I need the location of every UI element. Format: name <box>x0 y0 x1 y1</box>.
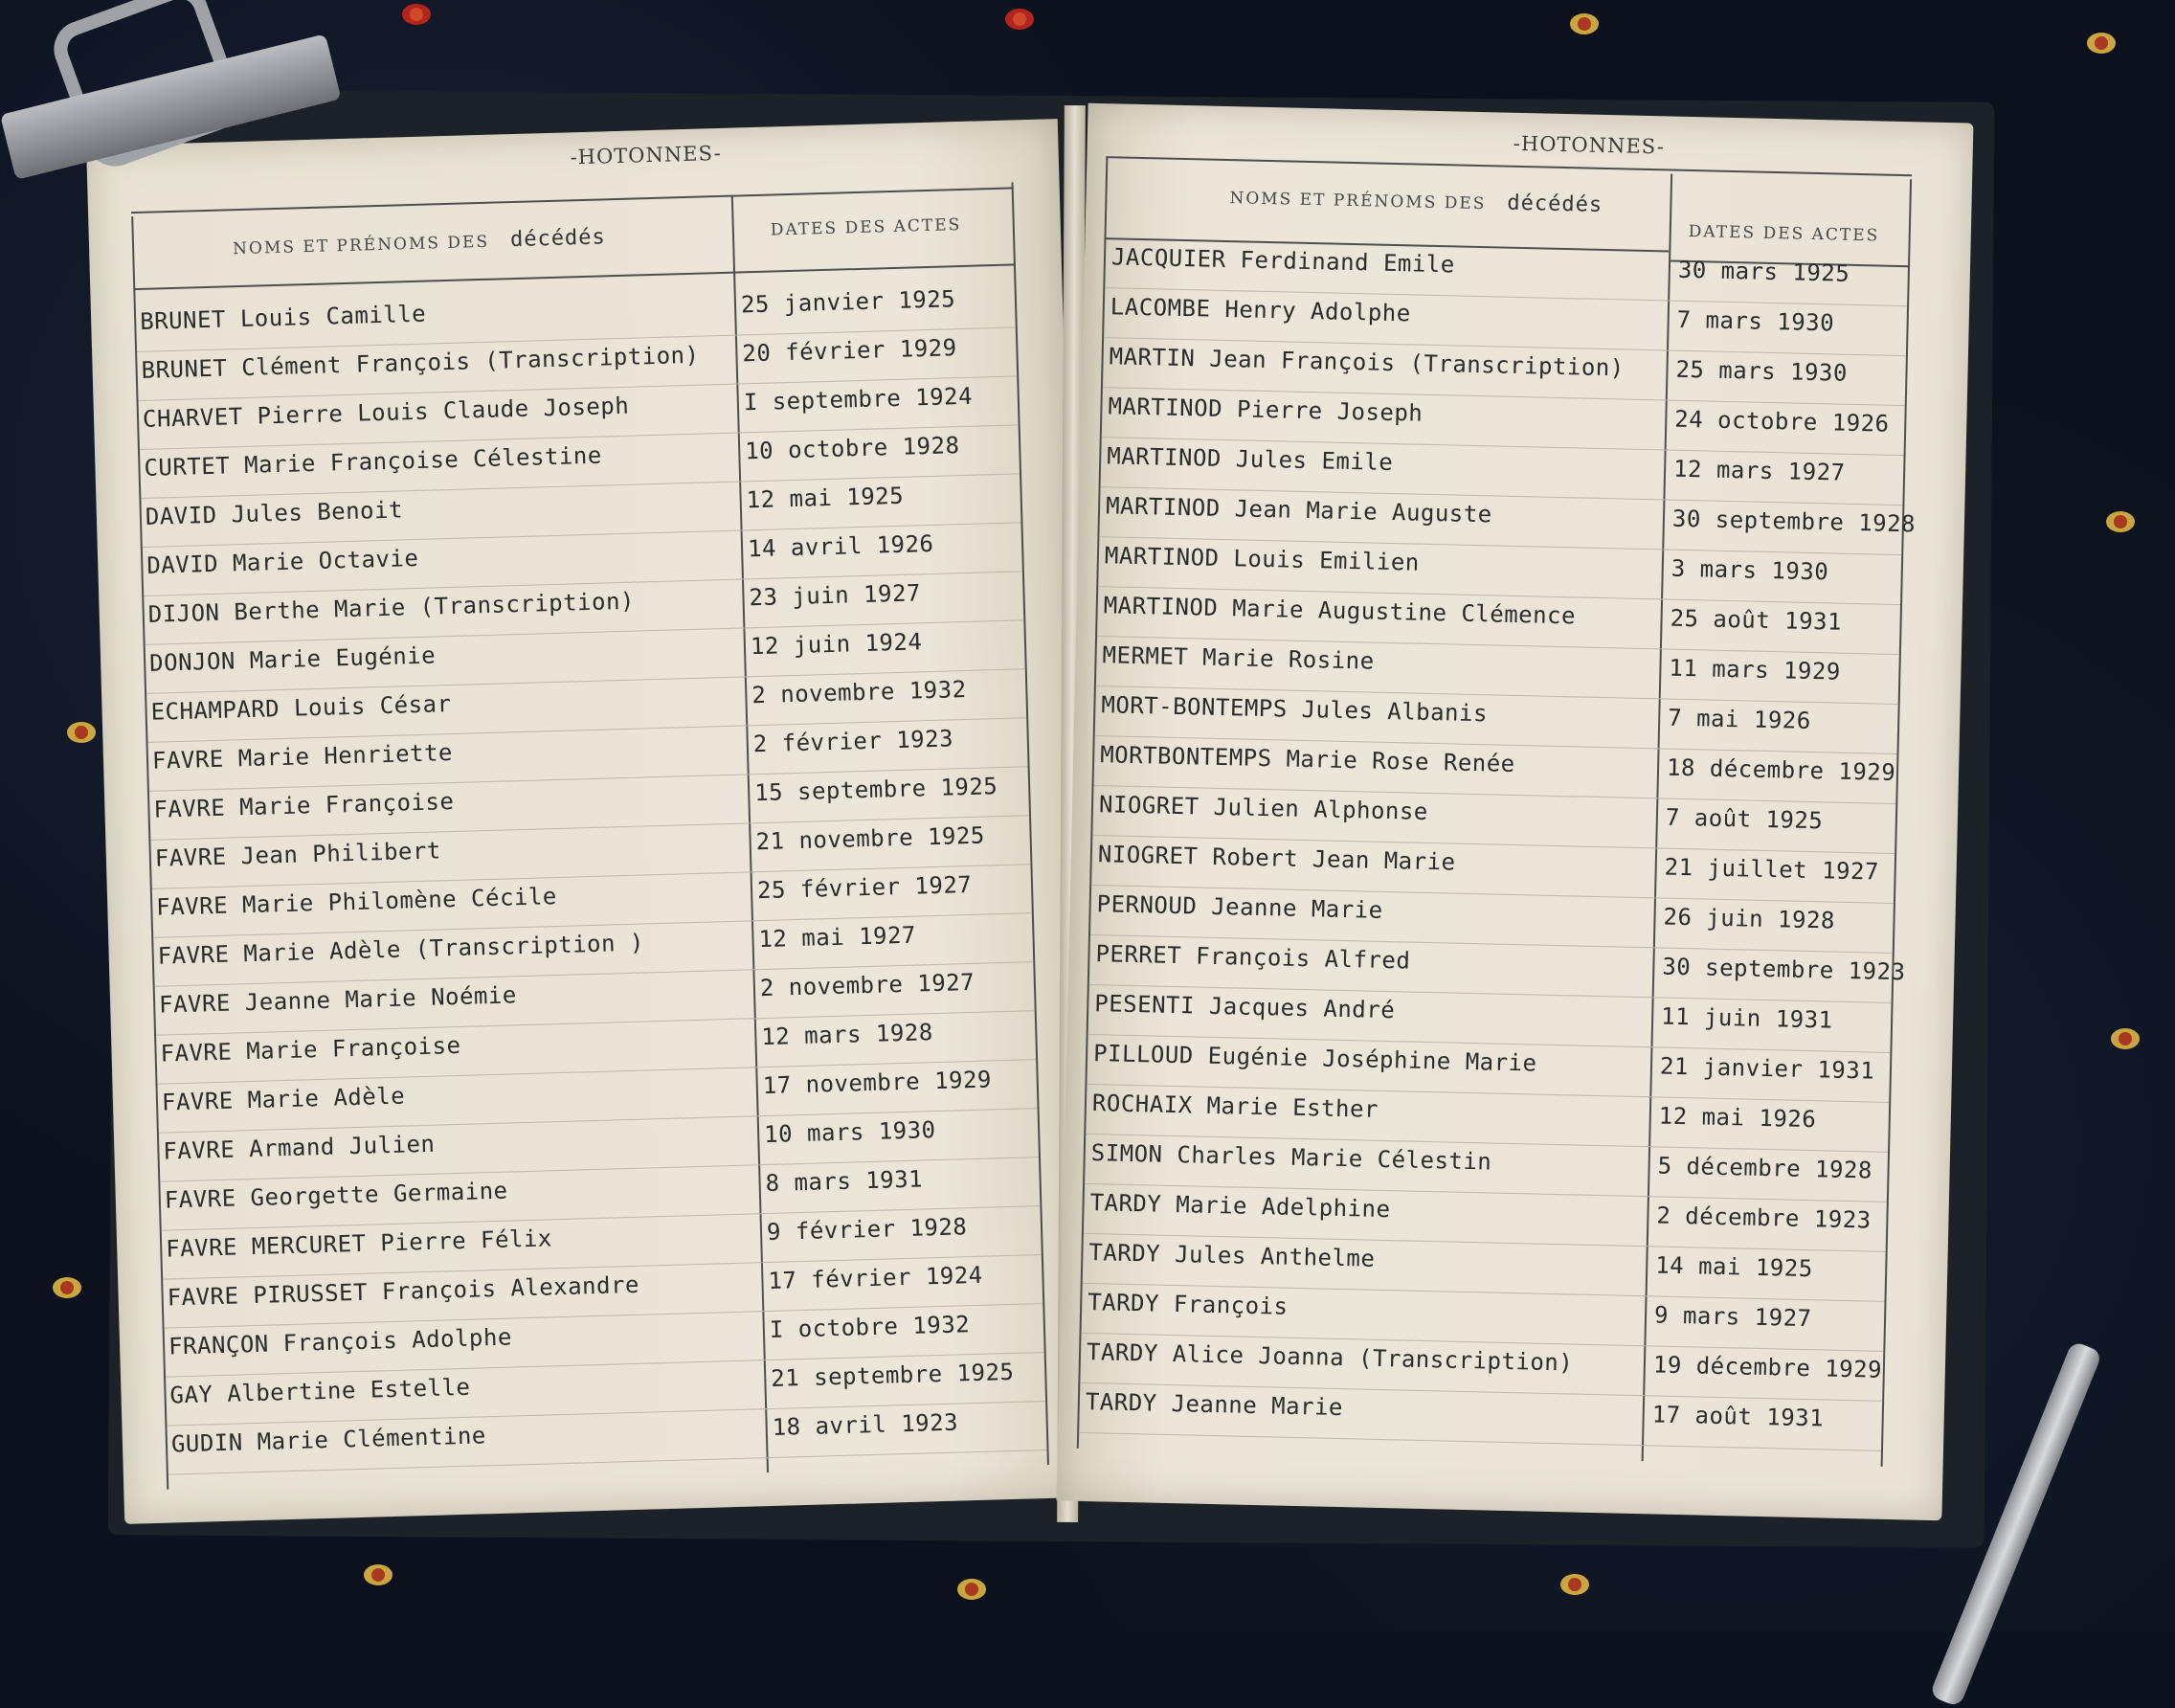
fabric-flower-decoration <box>383 0 450 48</box>
entry-name: PESENTI Jacques André <box>1094 990 1396 1024</box>
left-names-header-script: décédés <box>509 225 607 253</box>
entry-date: 14 mai 1925 <box>1654 1251 1814 1283</box>
entry-date: 12 mai 1925 <box>746 482 905 514</box>
entry-name: FAVRE Marie Françoise <box>160 1031 461 1068</box>
entry-name: DAVID Marie Octavie <box>146 544 419 579</box>
entry-date: 21 septembre 1925 <box>770 1358 1015 1392</box>
entry-name: GUDIN Marie Clémentine <box>170 1422 487 1458</box>
entry-name: ROCHAIX Marie Esther <box>1091 1090 1379 1123</box>
right-names-header-script: décédés <box>1507 191 1603 217</box>
left-page <box>86 119 1096 1524</box>
entry-name: FAVRE Marie Françoise <box>153 787 455 823</box>
entry-date: 21 novembre 1925 <box>755 821 986 856</box>
entry-name: NIOGRET Robert Jean Marie <box>1097 841 1456 876</box>
fabric-flower-decoration <box>34 1254 101 1321</box>
entry-date: 20 février 1929 <box>742 334 957 368</box>
right-dates-column-header: DATES DES ACTES <box>1688 221 1880 246</box>
entry-name: PERRET François Alfred <box>1095 940 1411 975</box>
entry-name: FAVRE Marie Philomène Cécile <box>155 883 558 921</box>
entry-name: TARDY Marie Adelphine <box>1089 1189 1391 1224</box>
entry-date: 19 décembre 1929 <box>1652 1351 1883 1383</box>
entry-name: BRUNET Clément François (Transcription) <box>141 341 700 384</box>
entry-name: GAY Albertine Estelle <box>169 1373 471 1409</box>
entry-name: BRUNET Louis Camille <box>139 300 427 335</box>
entry-date: 7 mai 1926 <box>1667 704 1812 734</box>
fabric-flower-decoration <box>2092 1005 2159 1072</box>
entry-name: FAVRE Jean Philibert <box>154 837 442 872</box>
entry-name: JACQUIER Ferdinand Emile <box>1110 243 1456 279</box>
entry-name: PERNOUD Jeanne Marie <box>1096 890 1383 924</box>
entry-name: DAVID Jules Benoit <box>145 496 404 530</box>
right-page <box>1057 103 1974 1521</box>
entry-date: 30 mars 1925 <box>1677 256 1850 287</box>
fabric-flower-decoration <box>2087 488 2154 555</box>
entry-date: 10 mars 1930 <box>763 1116 936 1149</box>
binder-clip <box>0 0 345 287</box>
entry-name: LACOMBE Henry Adolphe <box>1110 293 1412 327</box>
entry-date: 12 mai 1926 <box>1658 1102 1817 1134</box>
entry-name: ECHAMPARD Louis César <box>150 690 452 726</box>
entry-name: MARTINOD Jean Marie Auguste <box>1105 492 1492 528</box>
entry-name: MERMET Marie Rosine <box>1102 641 1375 675</box>
entry-name: MARTIN Jean François (Transcription) <box>1109 343 1626 382</box>
entry-date: I octobre 1932 <box>769 1311 971 1343</box>
entry-name: MARTINOD Louis Emilien <box>1104 542 1421 576</box>
entry-date: 17 août 1931 <box>1651 1401 1825 1432</box>
entry-date: 12 mars 1928 <box>760 1019 934 1051</box>
fabric-flower-decoration <box>1551 0 1618 57</box>
entry-date: 2 novembre 1932 <box>751 676 967 709</box>
entry-date: 9 février 1928 <box>766 1213 968 1247</box>
left-page-heading: -HOTONNES- <box>570 141 723 169</box>
entry-date: 25 mars 1930 <box>1675 355 1849 387</box>
entry-name: MORT-BONTEMPS Jules Albanis <box>1101 691 1489 728</box>
entry-date: 5 décembre 1928 <box>1657 1152 1873 1184</box>
entry-date: 26 juin 1928 <box>1663 903 1836 934</box>
right-names-header-label: NOMS ET PRÉNOMS DES <box>1229 189 1487 214</box>
entry-date: 2 février 1923 <box>752 725 954 758</box>
entry-date: 18 décembre 1929 <box>1666 753 1896 787</box>
entry-date: 15 septembre 1925 <box>753 773 998 807</box>
entry-date: 21 juillet 1927 <box>1664 853 1880 886</box>
entry-date: 11 juin 1931 <box>1660 1002 1833 1034</box>
entry-name: FAVRE Armand Julien <box>163 1130 436 1165</box>
entry-date: 3 mars 1930 <box>1670 554 1829 586</box>
entry-date: 17 février 1924 <box>768 1261 984 1295</box>
entry-name: CHARVET Pierre Louis Claude Joseph <box>142 392 630 433</box>
left-entries-list <box>136 278 1047 1489</box>
entry-name: FAVRE Jeanne Marie Noémie <box>158 981 518 1019</box>
entry-name: NIOGRET Julien Alphonse <box>1098 791 1429 825</box>
entry-date: 2 novembre 1927 <box>759 968 975 1002</box>
entry-name: FAVRE Marie Adèle <box>161 1082 406 1116</box>
entry-date: 12 mars 1927 <box>1672 455 1846 486</box>
entry-name: MARTINOD Marie Augustine Clémence <box>1103 592 1577 630</box>
entry-name: FAVRE Marie Adèle (Transcription ) <box>157 929 645 970</box>
right-page-heading: -HOTONNES- <box>1513 131 1666 159</box>
entry-date: 9 mars 1927 <box>1653 1301 1812 1333</box>
entry-name: PILLOUD Eugénie Joséphine Marie <box>1092 1040 1537 1077</box>
entry-name: MARTINOD Pierre Joseph <box>1108 393 1424 427</box>
entry-name: DONJON Marie Eugénie <box>148 641 437 677</box>
entry-date: 14 avril 1926 <box>747 529 934 563</box>
entry-date: 21 janvier 1931 <box>1659 1052 1875 1085</box>
entry-name: FAVRE MERCURET Pierre Félix <box>165 1225 553 1263</box>
entry-date: 18 avril 1923 <box>772 1408 959 1441</box>
entry-date: 8 mars 1931 <box>765 1165 924 1198</box>
left-dates-column-header: DATES DES ACTES <box>770 214 962 240</box>
fabric-flower-decoration <box>2068 10 2135 77</box>
entry-date: 2 décembre 1923 <box>1656 1202 1872 1234</box>
entry-name: FRANÇON François Adolphe <box>168 1323 513 1360</box>
entry-name: SIMON Charles Marie Célestin <box>1090 1139 1492 1176</box>
entry-date: 30 septembre 1928 <box>1671 505 1917 538</box>
fabric-flower-decoration <box>345 1541 412 1608</box>
entry-date: 17 novembre 1929 <box>762 1066 993 1100</box>
fabric-flower-decoration <box>986 0 1053 53</box>
entry-name: FAVRE Marie Henriette <box>151 739 454 775</box>
entry-name: MARTINOD Jules Emile <box>1107 442 1394 477</box>
entry-date: 11 mars 1929 <box>1669 654 1842 685</box>
left-names-header-label: NOMS ET PRÉNOMS DES <box>232 232 490 259</box>
entry-date: 24 octobre 1926 <box>1674 405 1890 438</box>
entry-name: CURTET Marie Françoise Célestine <box>144 441 603 482</box>
entry-name: TARDY François <box>1087 1289 1289 1320</box>
entry-date: 23 juin 1927 <box>749 579 922 612</box>
right-entries-list <box>1079 237 1917 1462</box>
entry-date: 10 octobre 1928 <box>744 432 960 465</box>
entry-date: I septembre 1924 <box>743 382 974 416</box>
entry-name: FAVRE Georgette Germaine <box>164 1177 508 1214</box>
right-table-top-rule <box>1106 156 1912 176</box>
entry-name: MORTBONTEMPS Marie Rose Renée <box>1099 741 1515 777</box>
entry-name: FAVRE PIRUSSET François Alexandre <box>167 1270 640 1312</box>
entry-date: 12 mai 1927 <box>758 921 917 954</box>
entry-name: DIJON Berthe Marie (Transcription) <box>147 587 636 628</box>
entry-date: 25 janvier 1925 <box>740 285 956 319</box>
fabric-flower-decoration <box>938 1556 1005 1623</box>
entry-date: 30 septembre 1923 <box>1662 953 1906 986</box>
entry-date: 12 juin 1924 <box>750 628 923 661</box>
entry-name: TARDY Alice Joanna (Transcription) <box>1086 1337 1574 1377</box>
entry-date: 25 août 1931 <box>1670 604 1843 636</box>
entry-date: 7 août 1925 <box>1665 803 1824 835</box>
entry-date: 7 mars 1930 <box>1676 305 1835 337</box>
fabric-flower-decoration <box>1541 1551 1608 1618</box>
right-names-column-header <box>1229 185 1603 217</box>
entry-name: TARDY Jules Anthelme <box>1088 1239 1376 1272</box>
entry-name: TARDY Jeanne Marie <box>1085 1387 1344 1422</box>
entry-date: 25 février 1927 <box>756 870 973 905</box>
